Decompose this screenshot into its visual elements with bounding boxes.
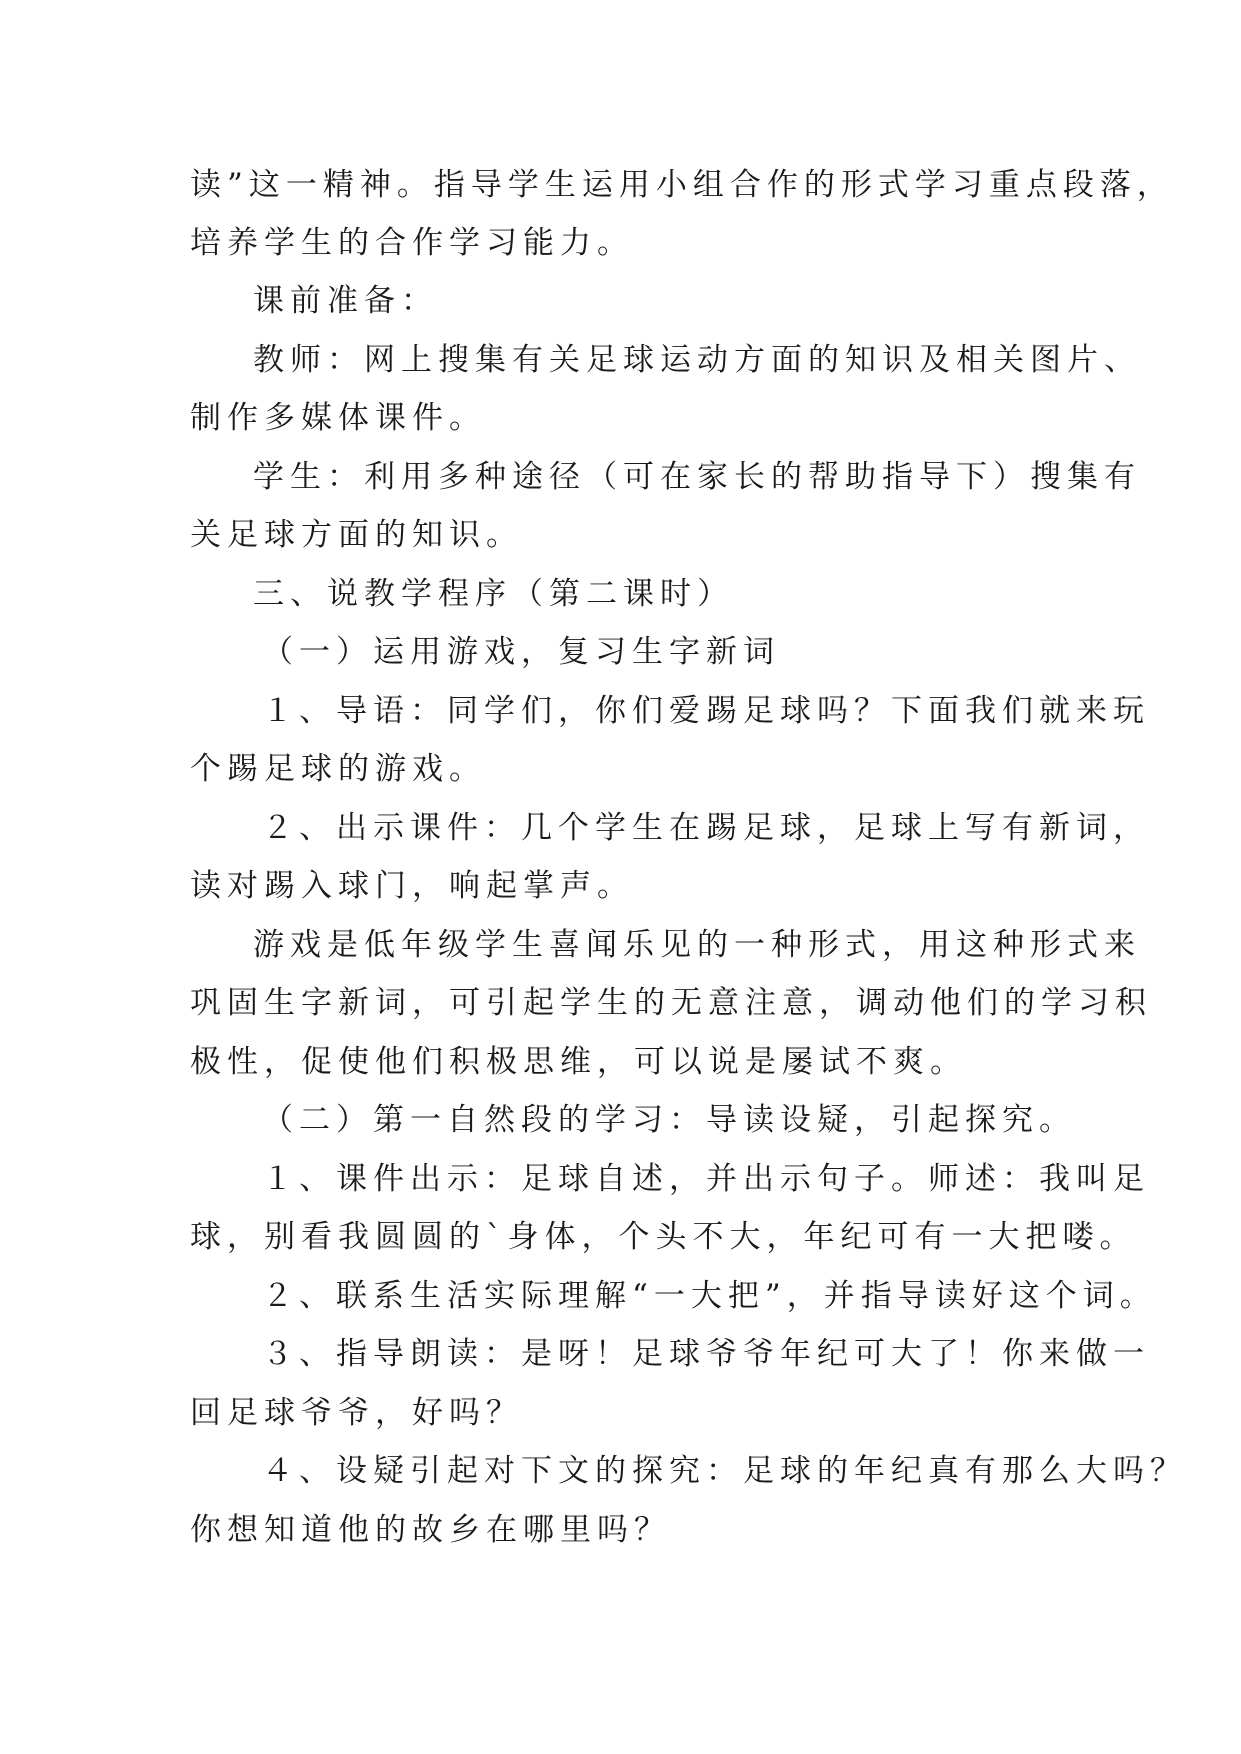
text-line: 你想知道他的故乡在哪里吗？ — [190, 1512, 671, 1548]
text-line: 极性，促使他们积极思维，可以说是屡试不爽。 — [190, 1044, 967, 1080]
text-line: １、导语：同学们，你们爱踢足球吗？下面我们就来玩 — [262, 693, 1150, 729]
text-line: 教师：网上搜集有关足球运动方面的知识及相关图片、 — [253, 342, 1141, 378]
text-line: ３、指导朗读：是呀！足球爷爷年纪可大了！你来做一 — [262, 1336, 1150, 1372]
text-line: 培养学生的合作学习能力。 — [190, 225, 634, 261]
section-heading: 课前准备： — [253, 283, 438, 319]
text-line: 巩固生字新词，可引起学生的无意注意，调动他们的学习积 — [190, 985, 1152, 1021]
text-line: 关足球方面的知识。 — [190, 517, 523, 553]
text-line: 球，别看我圆圆的`身体，个头不大，年纪可有一大把喽。 — [190, 1219, 1137, 1255]
text-line: 回足球爷爷，好吗？ — [190, 1395, 523, 1431]
subsection-heading: （一）运用游戏，复习生字新词 — [262, 634, 780, 670]
text-line: 学生：利用多种途径（可在家长的帮助指导下）搜集有 — [253, 459, 1141, 495]
text-line: １、课件出示：足球自述，并出示句子。师述：我叫足 — [262, 1161, 1150, 1197]
section-heading: 三、说教学程序（第二课时） — [253, 576, 734, 612]
text-line: ２、联系生活实际理解“一大把”，并指导读好这个词。 — [262, 1278, 1157, 1314]
text-line: ２、出示课件：几个学生在踢足球，足球上写有新词， — [262, 810, 1150, 846]
text-line: 游戏是低年级学生喜闻乐见的一种形式，用这种形式来 — [253, 927, 1141, 963]
text-line: 读对踢入球门，响起掌声。 — [190, 868, 634, 904]
text-line: 制作多媒体课件。 — [190, 400, 486, 436]
text-line: ４、设疑引起对下文的探究：足球的年纪真有那么大吗？ — [262, 1453, 1187, 1489]
subsection-heading: （二）第一自然段的学习：导读设疑，引起探究。 — [262, 1102, 1076, 1138]
text-line: 个踢足球的游戏。 — [190, 751, 486, 787]
text-line: 读”这一精神。指导学生运用小组合作的形式学习重点段落， — [190, 167, 1174, 203]
